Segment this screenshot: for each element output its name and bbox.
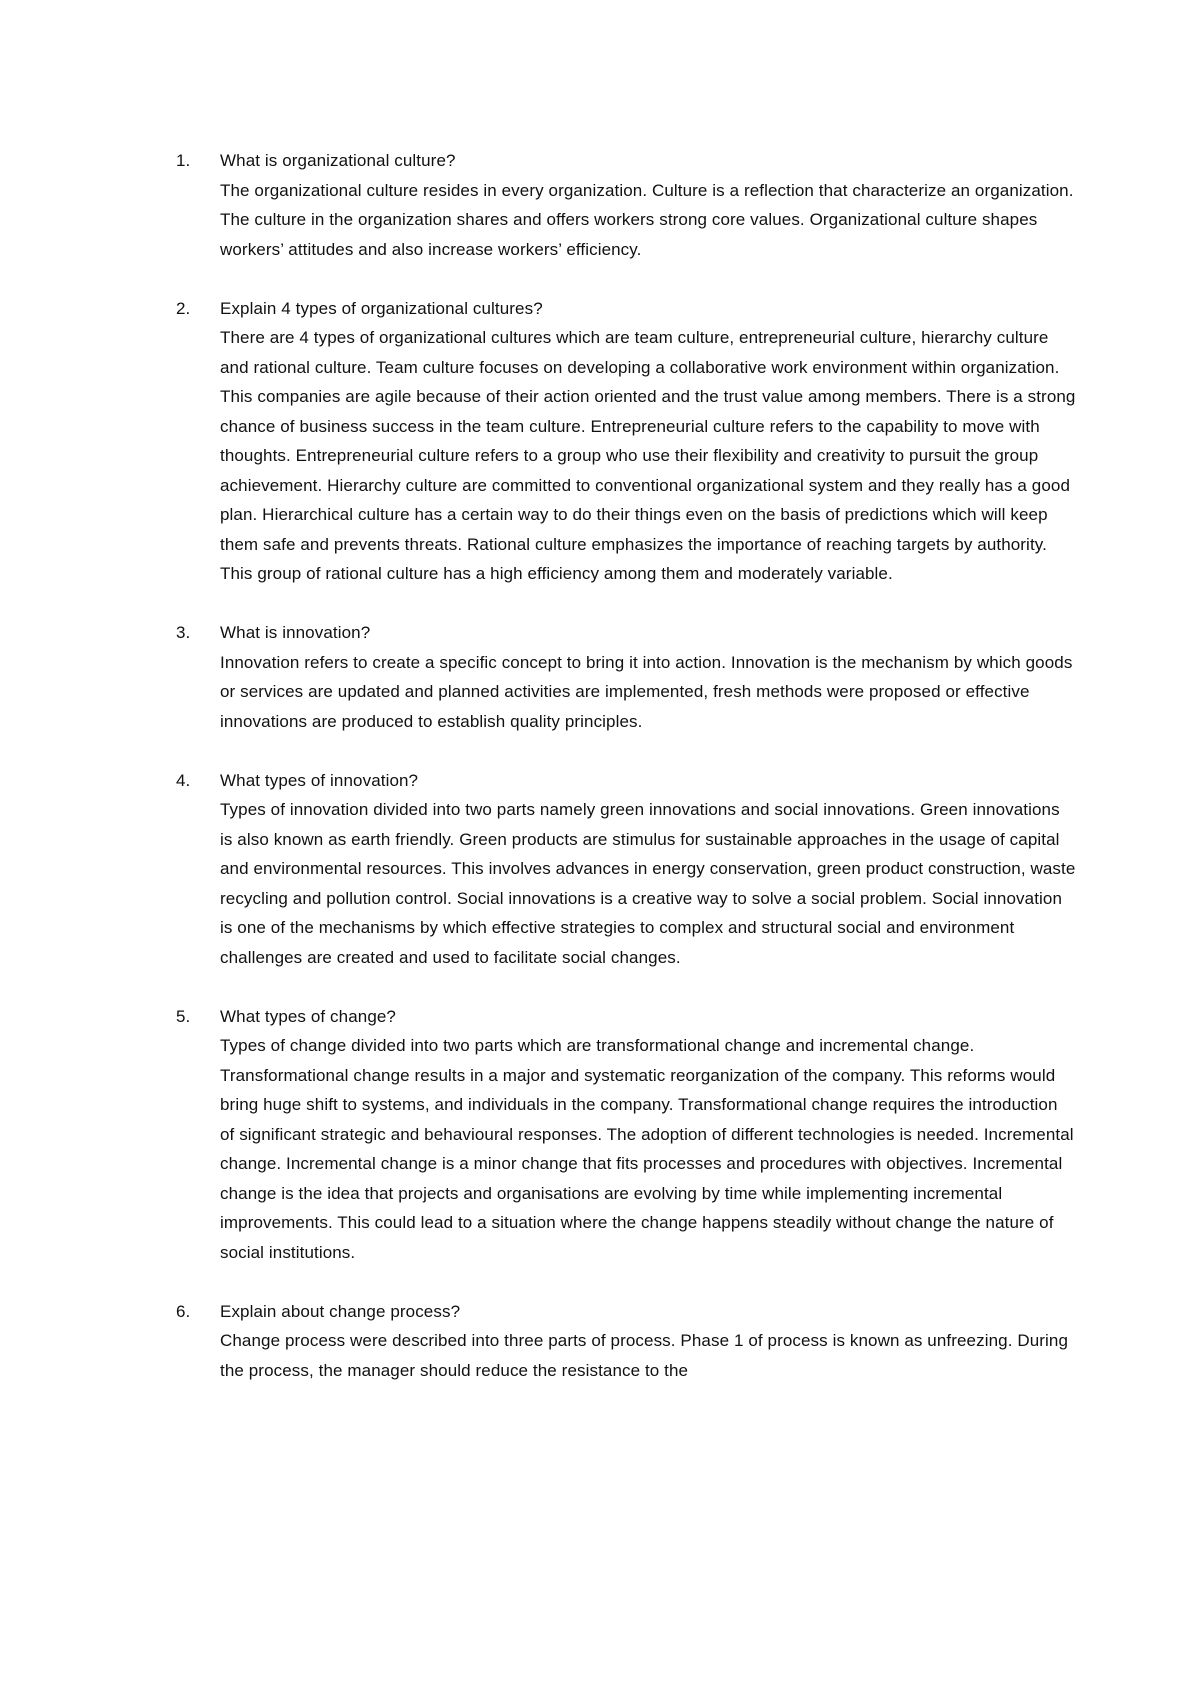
list-item [176, 146, 1076, 264]
question-text: Explain 4 types of organizational cultures? [220, 298, 543, 318]
list-item [176, 294, 1076, 589]
question-text: What is innovation? [220, 623, 371, 642]
item-number: 2. [176, 298, 191, 318]
question-list [176, 146, 1076, 1415]
item-number: 4. [176, 770, 191, 790]
item-number: 6. [176, 1301, 191, 1321]
list-item [176, 1002, 1076, 1268]
item-number: 5. [176, 1006, 191, 1026]
list-item [176, 766, 1076, 973]
question-text: What types of change? [220, 1006, 396, 1026]
answer-text: The organizational culture resides in every organization. Culture is a reflection that characterize an organization. The culture in the organization shares and offers workers strong core values. Organizational culture shapes workers’ attitudes and also increase workers’ efficiency. [220, 180, 1074, 259]
item-number: 3. [176, 623, 191, 642]
question-text: What is organizational culture? [220, 151, 456, 170]
answer-text: Change process were described into three parts of process. Phase 1 of process is known as unfreezing. During the process, the manager should reduce the resistance to the [220, 1331, 1069, 1380]
answer-text: Types of change divided into two parts which are transformational change and incremental change. Transformational change results in a major and systematic reorganization of the company. This reforms would bring huge shift to systems, and individuals in the company. Transformational change requires the introduction of significant strategic and behavioural responses. The adoption of different technologies is needed. Incremental change. Incremental change is a minor change that fits processes and procedures with objectives. Incremental change is the idea that projects and organisations are evolving by time while implementing incremental improvements. This could lead to a situation where the change happens steadily without change the nature of social institutions. [220, 1036, 1074, 1262]
answer-text: There are 4 types of organizational cultures which are team culture, entrepreneurial culture, hierarchy culture and rational culture. Team culture focuses on developing a collaborative work environment within organization. This companies are agile because of their action oriented and the trust value among members. There is a strong chance of business success in the team culture. Entrepreneurial culture refers to the capability to move with thoughts. Entrepreneurial culture refers to a group who use their flexibility and creativity to pursuit the group achievement. Hierarchy culture are committed to conventional organizational system and they really has a good plan. Hierarchical culture has a certain way to do their things even on the basis of predictions which will keep them safe and prevents threats. Rational culture emphasizes the importance of reaching targets by authority. This group of rational culture has a high efficiency among them and moderately variable. [220, 328, 1076, 583]
answer-text: Innovation refers to create a specific concept to bring it into action. Innovation is the mechanism by which goods or services are updated and planned activities are implemented, fresh methods were proposed or effective innovations are produced to establish quality principles. [220, 652, 1073, 731]
list-item [176, 618, 1076, 736]
question-text: What types of innovation? [220, 770, 419, 790]
answer-text: Types of innovation divided into two parts namely green innovations and social innovations. Green innovations is also known as earth friendly. Green products are stimulus for sustainable approaches in the usage of capital and environmental resources. This involves advances in energy conservation, green product construction, waste recycling and pollution control. Social innovations is a creative way to solve a social problem. Social innovation is one of the mechanisms by which effective strategies to complex and structural social and environment challenges are created and used to facilitate social changes. [220, 800, 1076, 967]
item-number: 1. [176, 151, 191, 170]
list-item [176, 1297, 1076, 1386]
question-text: Explain about change process? [220, 1301, 461, 1321]
